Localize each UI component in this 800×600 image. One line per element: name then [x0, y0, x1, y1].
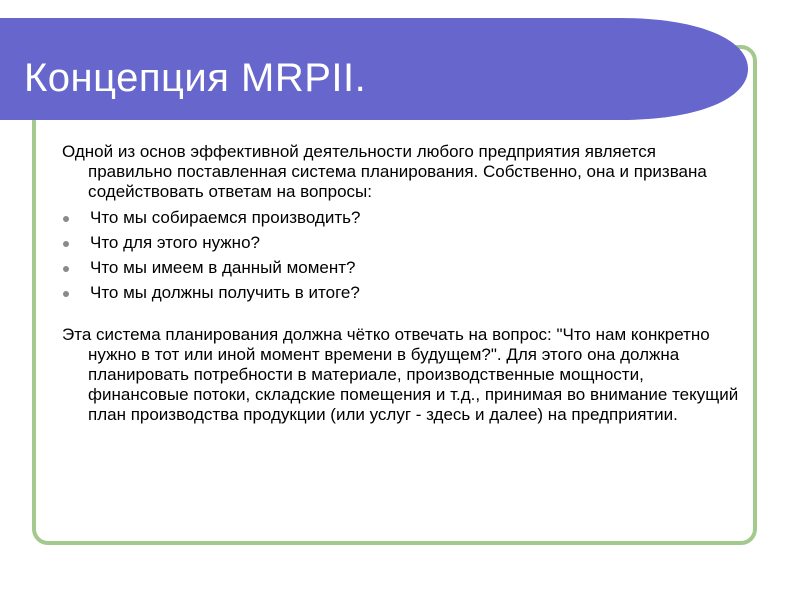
list-item [62, 283, 742, 303]
bullet-text: Что мы собираемся производить? [90, 208, 361, 227]
bullet-dot-icon [63, 216, 69, 222]
slide-title: Концепция MRPII. [24, 56, 367, 100]
bullet-text: Что для этого нужно? [90, 233, 260, 252]
bullet-dot-icon [63, 291, 69, 297]
list-item [62, 233, 742, 253]
bullet-dot-icon [63, 266, 69, 272]
intro-paragraph: Одной из основ эффективной деятельности любого предприятия является правильно поставленная система планирования. Собственно, она и призвана содействовать ответам на вопросы: [62, 142, 707, 201]
bullet-text: Что мы имеем в данный момент? [90, 258, 356, 277]
bullet-dot-icon [63, 241, 69, 247]
question-list [62, 208, 742, 303]
bullet-text: Что мы должны получить в итоге? [90, 283, 360, 302]
title-band [0, 18, 748, 120]
closing-paragraph: Эта система планирования должна чётко отвечать на вопрос: "Что нам конкретно нужно в тот или иной момент времени в будущем?". Для этого она должна планировать потребности в материале, производственные мощности, финансовые потоки, складские помещения и т.д., принимая во внимание текущий план производства продукции (или услуг - здесь и далее) на предприятии. [62, 325, 739, 424]
list-item [62, 258, 742, 278]
slide-body [62, 142, 742, 425]
list-item [62, 208, 742, 228]
